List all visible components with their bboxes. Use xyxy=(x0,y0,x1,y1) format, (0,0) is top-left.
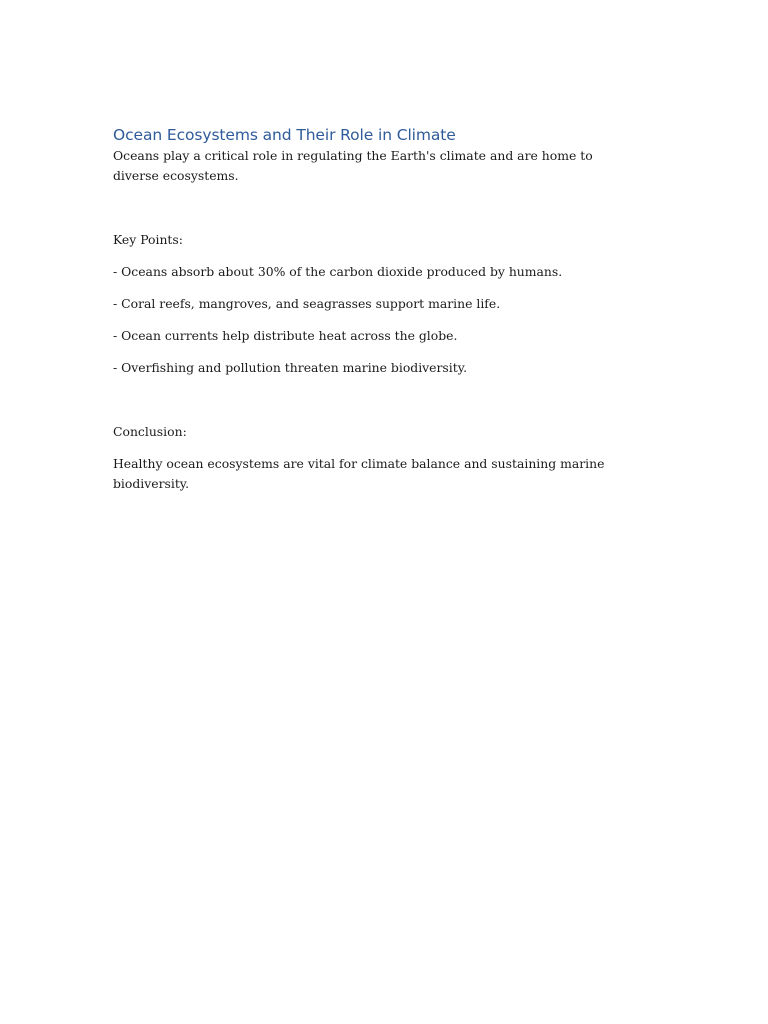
spacer xyxy=(113,186,673,230)
key-point-item: - Oceans absorb about 30% of the carbon dioxide produced by humans. xyxy=(113,264,563,279)
spacer xyxy=(113,390,673,422)
conclusion-paragraph: Healthy ocean ecosystems are vital for climate balance and sustaining marine biodiversity. xyxy=(113,456,605,491)
document-title: Ocean Ecosystems and Their Role in Climate xyxy=(113,126,456,144)
document-body xyxy=(113,124,673,506)
key-point-item: - Coral reefs, mangroves, and seagrasses support marine life. xyxy=(113,296,501,311)
key-points-heading: Key Points: xyxy=(113,232,183,247)
key-point-item: - Overfishing and pollution threaten marine biodiversity. xyxy=(113,360,468,375)
conclusion-heading: Conclusion: xyxy=(113,424,187,439)
key-point-item: - Ocean currents help distribute heat across the globe. xyxy=(113,328,458,343)
intro-paragraph: Oceans play a critical role in regulating the Earth's climate and are home to diverse ecosystems. xyxy=(113,148,593,183)
